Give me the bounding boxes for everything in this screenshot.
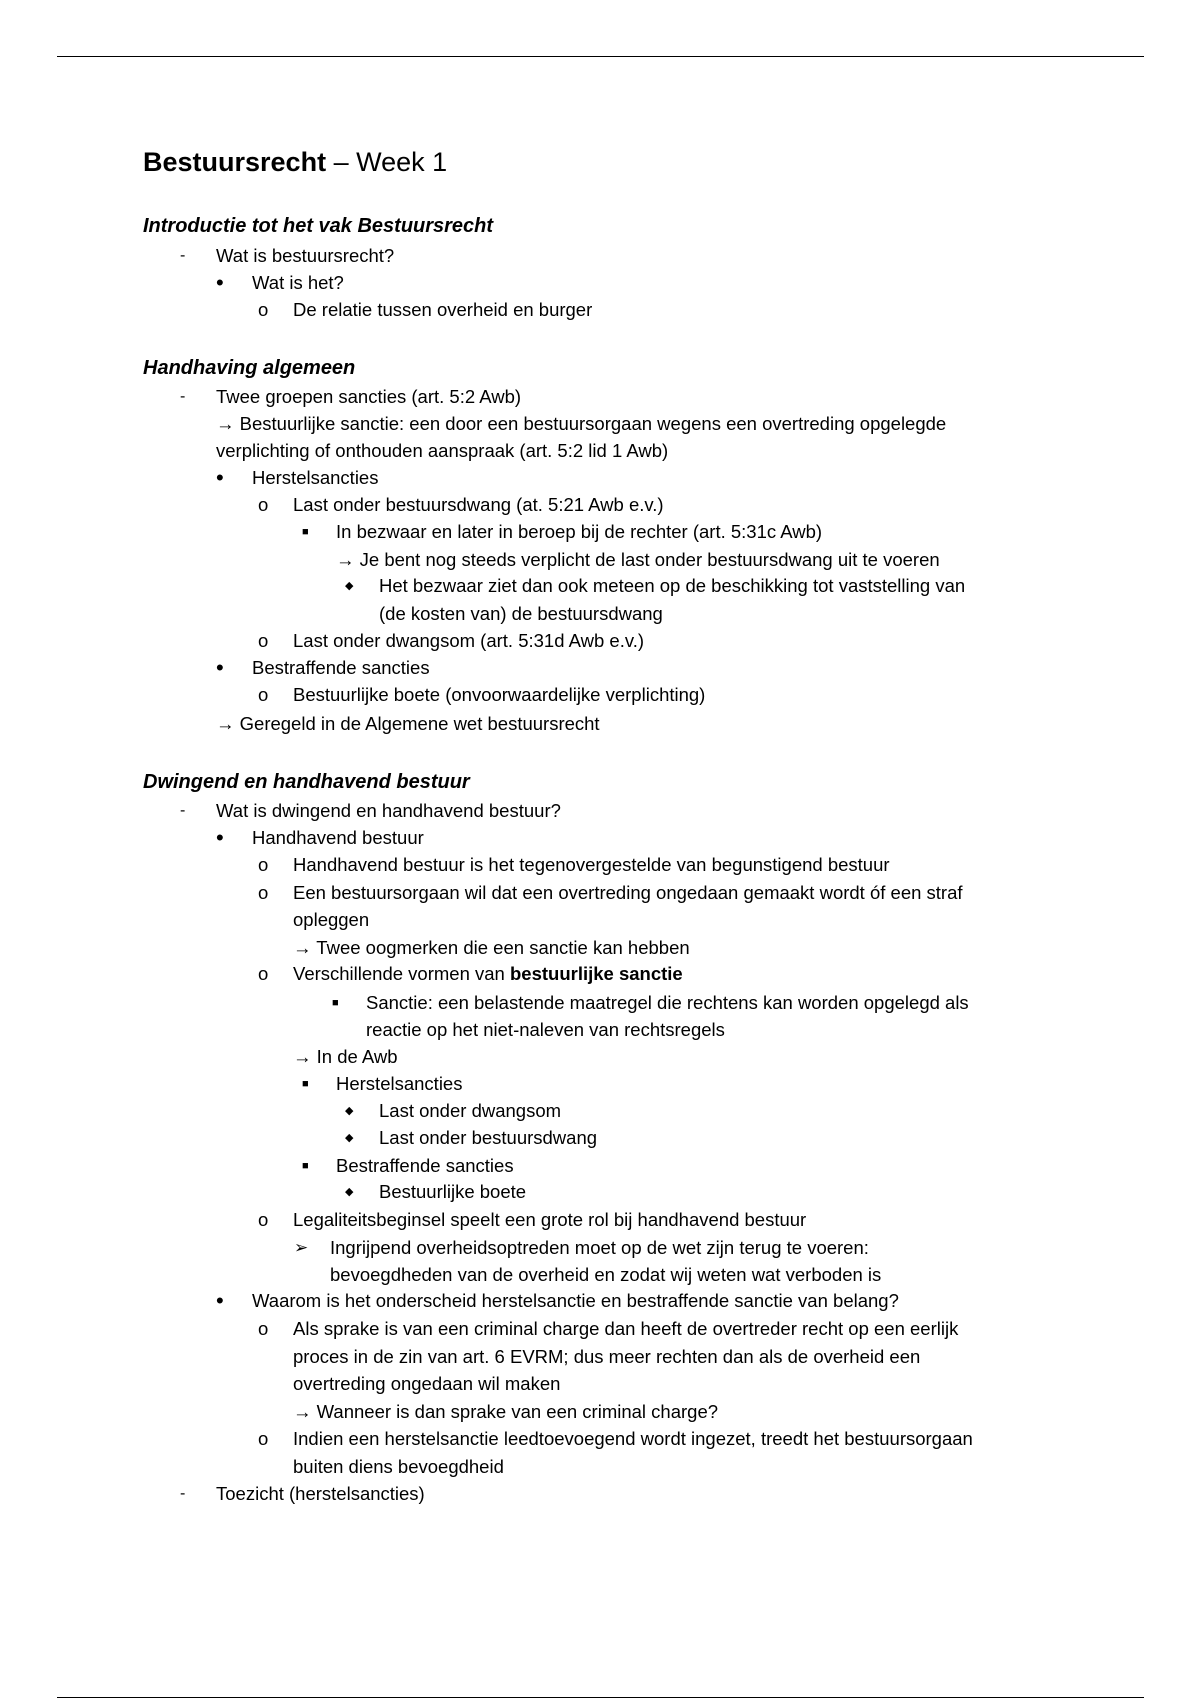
list-item: Legaliteitsbeginsel speelt een grote rol bij handhavend bestuur [293,1209,807,1230]
diamond-marker: ◆ [345,1132,354,1144]
bullet-marker: • [216,1288,224,1313]
list-item: Sanctie: een belastende maatregel die rechtens kan worden opgelegd als [366,992,969,1013]
circle-marker: o [258,494,269,515]
circle-marker: o [258,882,269,903]
section-heading-handhaving: Handhaving algemeen [143,357,356,379]
square-marker: ■ [302,526,309,538]
list-item-bold-text: bestuurlijke sanctie [509,963,683,984]
list-item: Ingrijpend overheidsoptreden moet op de wet zijn terug te voeren: [330,1237,869,1258]
list-item: Waarom is het onderscheid herstelsanctie en bestraffende sanctie van belang? [252,1290,899,1311]
title-rest: – Week 1 [326,147,448,177]
list-item: Herstelsancties [336,1073,463,1094]
list-item: De relatie tussen overheid en burger [293,299,593,320]
circle-marker: o [258,1428,269,1449]
page-title [143,145,447,179]
list-item: → Geregeld in de Algemene wet bestuursrecht [216,713,600,734]
circle-marker: o [258,1318,269,1339]
section-heading-introductie: Introductie tot het vak Bestuursrecht [143,215,494,237]
list-item-text: Verschillende vormen van [293,963,510,984]
list-item: Last onder dwangsom [379,1100,562,1121]
list-item: Het bezwaar ziet dan ook meteen op de beschikking tot vaststelling van [379,575,966,596]
list-item: proces in de zin van art. 6 EVRM; dus meer rechten dan als de overheid een [293,1346,921,1367]
list-item: → Wanneer is dan sprake van een criminal charge? [293,1401,719,1422]
list-item: Toezicht (herstelsancties) [216,1483,425,1504]
list-item: Handhavend bestuur is het tegenovergestelde van begunstigend bestuur [293,854,890,875]
list-item: Bestuurlijke boete [379,1181,527,1202]
dash-marker: - [180,247,186,264]
list-item: Twee groepen sancties (art. 5:2 Awb) [216,386,522,407]
list-item [293,961,683,987]
list-item: In bezwaar en later in beroep bij de rechter (art. 5:31c Awb) [336,521,823,542]
diamond-marker: ◆ [345,1105,354,1117]
list-item: Wat is het? [252,272,344,293]
list-item: Als sprake is van een criminal charge dan heeft de overtreder recht op een eerlijk [293,1318,959,1339]
dash-marker: - [180,388,186,405]
circle-marker: o [258,963,269,984]
list-item: Bestraffende sancties [252,657,430,678]
list-item: Wat is dwingend en handhavend bestuur? [216,800,561,821]
list-item: Een bestuursorgaan wil dat een overtreding ongedaan gemaakt wordt óf een straf [293,882,963,903]
list-item: Bestraffende sancties [336,1155,514,1176]
dash-marker: - [180,1485,186,1502]
square-marker: ■ [302,1160,309,1172]
list-item: (de kosten van) de bestuursdwang [379,603,663,624]
bullet-marker: • [216,465,224,490]
circle-marker: o [258,854,269,875]
circle-marker: o [258,299,269,320]
list-item: Handhavend bestuur [252,827,424,848]
diamond-marker: ◆ [345,1186,354,1198]
list-item: bevoegdheden van de overheid en zodat wij weten wat verboden is [330,1264,882,1285]
bullet-marker: • [216,655,224,680]
list-item: Wat is bestuursrecht? [216,245,395,266]
list-item: Last onder bestuursdwang (at. 5:21 Awb e.v.) [293,494,664,515]
square-marker: ■ [332,997,339,1009]
list-item: → Twee oogmerken die een sanctie kan hebben [293,937,690,958]
list-item: reactie op het niet-naleven van rechtsregels [366,1019,725,1040]
list-item: verplichting of onthouden aanspraak (art. 5:2 lid 1 Awb) [216,440,669,461]
footer-rule [57,1697,1144,1698]
circle-marker: o [258,1209,269,1230]
header-rule [57,56,1144,57]
arrowhead-marker: ➢ [294,1238,309,1257]
list-item: Bestuurlijke boete (onvoorwaardelijke verplichting) [293,684,706,705]
list-item: Herstelsancties [252,467,379,488]
list-item: → Je bent nog steeds verplicht de last onder bestuursdwang uit te voeren [336,549,940,570]
diamond-marker: ◆ [345,580,354,592]
square-marker: ■ [302,1078,309,1090]
list-item: → Bestuurlijke sanctie: een door een bestuursorgaan wegens een overtreding opgelegde [216,413,947,434]
bullet-marker: • [216,825,224,850]
title-bold: Bestuursrecht [143,147,327,177]
list-item: → In de Awb [293,1046,398,1067]
list-item: buiten diens bevoegdheid [293,1456,504,1477]
bullet-marker: • [216,270,224,295]
circle-marker: o [258,684,269,705]
list-item: Last onder dwangsom (art. 5:31d Awb e.v.) [293,630,645,651]
circle-marker: o [258,630,269,651]
section-heading-dwingend: Dwingend en handhavend bestuur [143,771,470,793]
list-item: Last onder bestuursdwang [379,1127,598,1148]
list-item: overtreding ongedaan wil maken [293,1373,561,1394]
list-item: opleggen [293,909,370,930]
dash-marker: - [180,802,186,819]
list-item: Indien een herstelsanctie leedtoevoegend wordt ingezet, treedt het bestuursorgaan [293,1428,973,1449]
